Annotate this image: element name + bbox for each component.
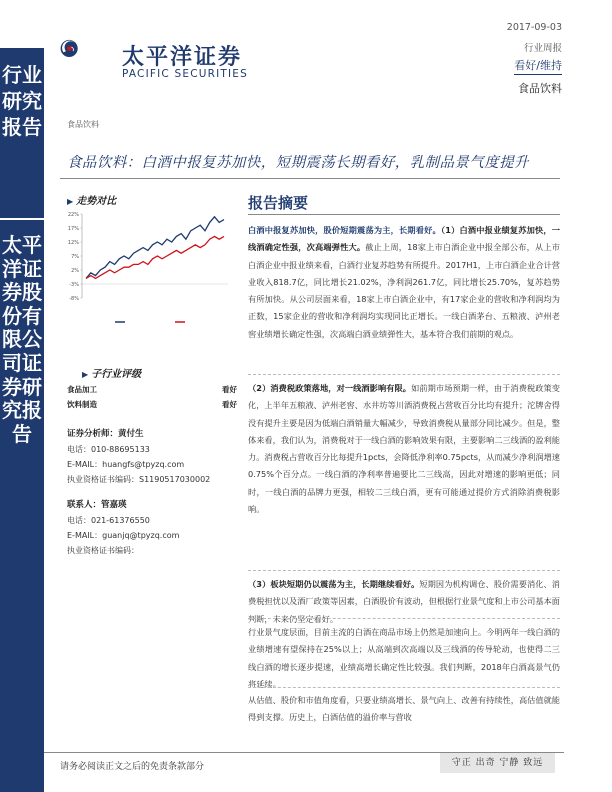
sidebar-lower-label: 太平洋证券股份有限公司证券研究报告 xyxy=(2,233,42,446)
summary-paragraph-1 xyxy=(248,222,560,343)
logo-emblem-icon xyxy=(60,12,122,82)
footer-motto: 守正 出奇 宁静 致远 xyxy=(440,753,555,773)
report-date: 2017-09-03 xyxy=(506,22,562,33)
sidebar-upper-label: 行业研究报告 xyxy=(2,63,42,139)
small-sector-label: 食品饮料 xyxy=(67,120,99,129)
analyst-email[interactable]: E-MAIL：huangfs@tpyzq.com xyxy=(67,460,185,469)
sidebar-lower-band xyxy=(0,220,44,792)
analyst-license: 执业资格证书编码：S1190517030002 xyxy=(67,475,211,484)
p1-subheading: （1）白酒中报业绩复苏加快，一线酒确定性强，次高端弹性大。 xyxy=(248,225,560,253)
analyst-name: 证券分析师：黄付生 xyxy=(67,429,144,439)
y-tick-label: 17% xyxy=(67,226,79,232)
triangle-bullet-icon: ▶ xyxy=(82,369,89,379)
table-row xyxy=(67,397,237,412)
summary-heading: 报告摘要 xyxy=(248,194,309,212)
industry-rating-title: 子行业评级 xyxy=(91,369,142,380)
series-line-0 xyxy=(86,217,224,279)
p3-subheading: （3）板块短期仍以震荡为主，长期继续看好。 xyxy=(248,579,420,589)
y-tick-label: 2% xyxy=(71,268,79,274)
paragraph-divider xyxy=(248,570,560,571)
paragraph-divider xyxy=(248,618,560,619)
summary-paragraph-4 xyxy=(248,624,560,693)
p3-body: 短期因为机构调仓、股价需要消化、消费税担忧以及酒厂政策等因素，白酒股价有波动，但根据行业景气度和上市公司基本面判断，未来仍坚定看好。 xyxy=(248,579,560,624)
industry-rating-table xyxy=(67,382,237,412)
paragraph-divider xyxy=(248,374,560,375)
contact-phone: 电话：021-61376550 xyxy=(67,516,150,525)
logo-name-cn: 太平洋证券 xyxy=(122,45,243,70)
paragraph-divider xyxy=(248,687,560,688)
p1-lead: 白酒中报复苏加快，股价短期震荡为主，长期看好。 xyxy=(248,225,441,235)
trend-title: 走势对比 xyxy=(76,196,117,207)
footer-disclaimer: 请务必阅读正文之后的免责条款部分 xyxy=(60,762,205,772)
summary-paragraph-5 xyxy=(248,692,560,727)
sidebar-upper-band xyxy=(0,48,44,218)
y-tick-label: 22% xyxy=(67,212,79,218)
contact-block xyxy=(67,498,247,558)
industry-rating: 看好 xyxy=(222,385,237,394)
y-tick-label: -8% xyxy=(69,296,79,302)
y-tick-label: 7% xyxy=(71,254,79,260)
analyst-phone: 电话：010-88695133 xyxy=(67,445,150,454)
p4-body: 行业景气度层面，目前主流的白酒在商品市场上仍然是加速向上。今明两年一线白酒的业绩增速有望保持在25%以上；从高端到次高端以及三线酒的传导轮动，也使得二三线白酒的增长逐步提速，业绩高增长确定性比较强。我们判断，2018年白酒高景气仍将延续。 xyxy=(248,627,560,689)
trend-chart xyxy=(60,206,235,336)
report-type: 行业周报 xyxy=(523,43,562,54)
trend-section-heading xyxy=(67,192,116,207)
report-sector: 食品饮料 xyxy=(518,82,562,95)
p2-body: 如前期市场预期一样，由于消费税政策变化，上半年五粮液、泸州老窖、水井坊等川酒消费税占营收百分比均有提升；沱牌舍得没有提升主要是因为低端白酒销量大幅减少，导致消费税从量部分同比减少。但是，整体来看，我们认为，消费税对于一线白酒的影响效果有限，主要影响二三线酒的盈利能力。消费税占营收百分比每提升1pcts，会降低净利率0.75pcts，从而减少净利润增速0.75%个百分点。一线白酒的净利率普遍要比二三线高，因此对增速的影响更低；同时，一线白酒的品牌力更强，相较二三线白酒，更有可能通过提价方式消除消费税影响。 xyxy=(248,383,560,515)
summary-divider xyxy=(248,214,560,215)
p1-body: 截止上周，18家上市白酒企业中报全部公布，从上市白酒企业中报业绩来看，白酒行业复苏趋势有所提升。2017H1，上市白酒企业合计营业收入818.7亿，同比增长21.02%，净利润261.7亿，同比增长25.70%，复苏趋势有所加快。从公司层面来看，18家上市白酒企业中，有17家企业的营收和净利润均为正数，15家企业的营收和净利润均实现同比正增长。一线白酒茅台、五粮液、泸州老窖业绩增长确定性强，次高端白酒业绩弹性大，基本符合我们前期的观点。 xyxy=(248,242,560,339)
rating-badge: 看好/维持 xyxy=(514,57,562,75)
analyst-block xyxy=(67,427,247,487)
summary-paragraph-2 xyxy=(248,380,560,518)
sidebar xyxy=(0,48,44,792)
table-row xyxy=(67,382,237,397)
industry-rating: 看好 xyxy=(222,400,237,409)
contact-name: 联系人：管嘉瑛 xyxy=(67,500,127,510)
industry-rating-heading xyxy=(82,365,141,380)
triangle-bullet-icon: ▶ xyxy=(67,196,74,206)
summary-paragraph-3 xyxy=(248,576,560,628)
y-tick-label: -3% xyxy=(69,282,79,288)
contact-email[interactable]: E-MAIL：guanjq@tpyzq.com xyxy=(67,531,180,540)
p5-body: 从估值、股价和市值角度看，只要业绩高增长、景气向上、改善有持续性，高估值就能得到支撑。历史上，白酒估值的溢价率与营收 xyxy=(248,695,560,723)
p2-subheading: （2）消费税政策落地，对一线酒影响有限。 xyxy=(248,383,412,393)
industry-name: 饮料制造 xyxy=(67,400,97,409)
title-divider xyxy=(60,178,560,179)
y-tick-label: 12% xyxy=(67,240,79,246)
logo-name-en: PACIFIC SECURITIES xyxy=(122,68,249,80)
page-title: 食品饮料：白酒中报复苏加快，短期震荡长期看好，乳制品景气度提升 xyxy=(67,155,529,171)
industry-name: 食品加工 xyxy=(67,385,97,394)
contact-license: 执业资格证书编码： xyxy=(67,546,139,555)
